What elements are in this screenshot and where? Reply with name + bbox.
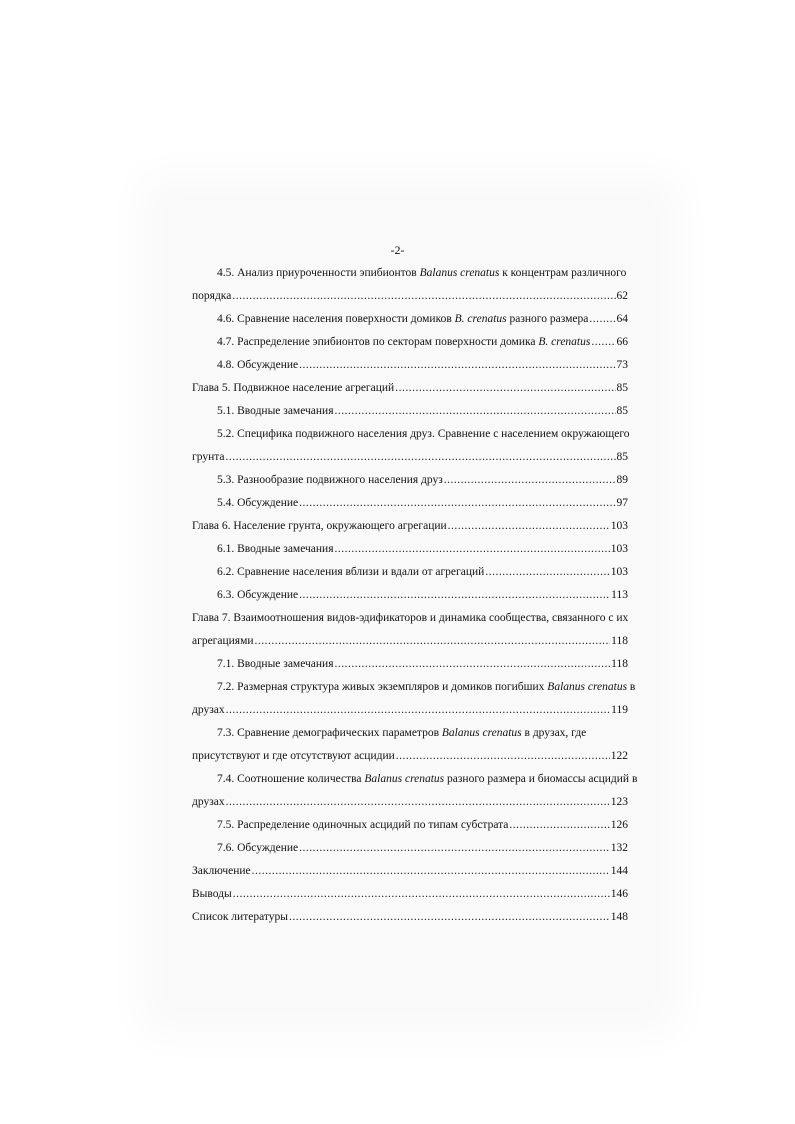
page-number: -2- xyxy=(390,243,405,257)
toc-entry-page: 103 xyxy=(610,566,628,578)
toc-entry-page: 64 xyxy=(616,313,628,325)
toc-entry xyxy=(192,308,628,331)
toc-entry-title: 4.8. Обсуждение xyxy=(217,359,299,371)
toc-entry-title: Глава 7. Взаимоотношения видов-эдификаторов и динамика сообщества, связанного с их xyxy=(192,612,629,624)
dot-leader xyxy=(335,653,611,676)
dot-leader xyxy=(226,699,611,722)
toc-entry xyxy=(192,837,628,860)
dot-leader xyxy=(299,584,610,607)
dot-leader xyxy=(226,791,610,814)
toc-entry-page: 85 xyxy=(616,382,628,394)
toc-entry-title: 7.2. Размерная структура живых экземпляров и домиков погибших Balanus crenatus в xyxy=(217,681,636,693)
toc-entry xyxy=(192,400,628,423)
toc-entry-page: 85 xyxy=(616,405,628,417)
toc-entry-title: Заключение xyxy=(192,865,251,877)
toc-entry-title: 7.5. Распределение одиночных асцидий по типам субстрата xyxy=(217,819,509,831)
toc-entry-title: 5.1. Вводные замечания xyxy=(217,405,334,417)
toc-entry-title: 7.4. Соотношение количества Balanus crenatus разного размера и биомассы асцидий в xyxy=(217,773,638,785)
dot-leader xyxy=(255,630,611,653)
toc-entry xyxy=(192,791,628,814)
toc-entry xyxy=(192,492,628,515)
dot-leader xyxy=(299,492,615,515)
toc-entry-page: 62 xyxy=(616,290,628,302)
toc-entry-title: порядка xyxy=(192,290,232,302)
toc-entry-title: друзах xyxy=(192,796,225,808)
toc-entry xyxy=(192,676,636,699)
toc-entry xyxy=(192,699,628,722)
dot-leader xyxy=(485,561,609,584)
toc-entry xyxy=(192,630,628,653)
dot-leader xyxy=(335,400,616,423)
toc-entry-page: 126 xyxy=(610,819,628,831)
toc-entry xyxy=(192,446,628,469)
dot-leader xyxy=(591,331,615,354)
toc-entry-title: 6.1. Вводные замечания xyxy=(217,543,334,555)
toc-entry-title: Список литературы xyxy=(192,911,288,923)
dot-leader xyxy=(395,377,615,400)
toc-entry xyxy=(192,354,628,377)
toc-entry-title: агрегациями xyxy=(192,635,254,647)
table-of-contents xyxy=(192,262,638,929)
toc-entry-title: Глава 5. Подвижное население агрегаций xyxy=(192,382,395,394)
toc-entry-title: Выводы xyxy=(192,888,232,900)
dot-leader xyxy=(252,860,610,883)
toc-entry-page: 103 xyxy=(610,520,628,532)
toc-entry-title: Глава 6. Население грунта, окружающего агрегации xyxy=(192,520,447,532)
toc-entry-page: 97 xyxy=(616,497,628,509)
toc-entry xyxy=(192,515,628,538)
dot-leader xyxy=(226,446,616,469)
toc-entry xyxy=(192,653,628,676)
dot-leader xyxy=(589,308,615,331)
toc-entry-title: 7.1. Вводные замечания xyxy=(217,658,334,670)
toc-entry-title: 4.5. Анализ приуроченности эпибионтов Balanus crenatus к концентрам различного xyxy=(217,267,627,279)
toc-entry xyxy=(192,377,628,400)
toc-entry xyxy=(192,814,628,837)
toc-entry xyxy=(192,538,628,561)
toc-entry-title: 6.2. Сравнение населения вблизи и вдали от агрегаций xyxy=(217,566,485,578)
dot-leader xyxy=(232,285,615,308)
toc-entry xyxy=(192,607,628,630)
toc-entry xyxy=(192,906,628,929)
toc-entry-page: 146 xyxy=(610,888,628,900)
toc-entry-title: 4.7. Распределение эпибионтов по секторам поверхности домика B. crenatus xyxy=(217,336,591,348)
dot-leader xyxy=(448,515,610,538)
dot-leader xyxy=(444,469,616,492)
toc-entry-title: 5.3. Разнообразие подвижного населения друз xyxy=(217,474,443,486)
toc-entry xyxy=(192,469,628,492)
toc-entry xyxy=(192,883,628,906)
toc-entry xyxy=(192,262,628,285)
toc-entry-page: 118 xyxy=(611,658,628,670)
toc-entry xyxy=(192,768,638,791)
dot-leader xyxy=(396,745,610,768)
toc-entry-page: 144 xyxy=(610,865,628,877)
toc-entry-page: 89 xyxy=(616,474,628,486)
toc-entry-page: 85 xyxy=(616,451,628,463)
toc-entry-page: 123 xyxy=(610,796,628,808)
toc-entry-page: 122 xyxy=(610,750,628,762)
toc-entry-title: 6.3. Обсуждение xyxy=(217,589,299,601)
dot-leader xyxy=(299,354,615,377)
toc-entry-page: 66 xyxy=(616,336,628,348)
toc-entry xyxy=(192,584,628,607)
toc-entry xyxy=(192,285,628,308)
toc-entry-page: 103 xyxy=(610,543,628,555)
toc-entry xyxy=(192,423,628,446)
toc-entry xyxy=(192,745,628,768)
toc-entry xyxy=(192,860,628,883)
toc-entry-page: 119 xyxy=(611,704,628,716)
dot-leader xyxy=(335,538,610,561)
toc-entry-title: 4.6. Сравнение населения поверхности домиков B. crenatus разного размера xyxy=(217,313,589,325)
dot-leader xyxy=(299,837,610,860)
dot-leader xyxy=(233,883,610,906)
dot-leader xyxy=(289,906,610,929)
toc-entry-title: 5.2. Специфика подвижного населения друз. Сравнение с населением окружающего xyxy=(217,428,630,440)
dot-leader xyxy=(509,814,609,837)
toc-entry xyxy=(192,722,628,745)
toc-entry-page: 118 xyxy=(611,635,628,647)
toc-entry-title: друзах xyxy=(192,704,225,716)
toc-entry-title: грунта xyxy=(192,451,225,463)
toc-entry-page: 73 xyxy=(616,359,628,371)
toc-entry xyxy=(192,331,628,354)
toc-entry xyxy=(192,561,628,584)
toc-entry-title: 7.6. Обсуждение xyxy=(217,842,299,854)
toc-entry-page: 113 xyxy=(611,589,628,601)
toc-entry-title: 7.3. Сравнение демографических параметров Balanus crenatus в друзах, где xyxy=(217,727,587,739)
toc-entry-title: 5.4. Обсуждение xyxy=(217,497,299,509)
toc-entry-page: 132 xyxy=(610,842,628,854)
toc-entry-title: присутствуют и где отсутствуют асцидии xyxy=(192,750,395,762)
toc-entry-page: 148 xyxy=(610,911,628,923)
